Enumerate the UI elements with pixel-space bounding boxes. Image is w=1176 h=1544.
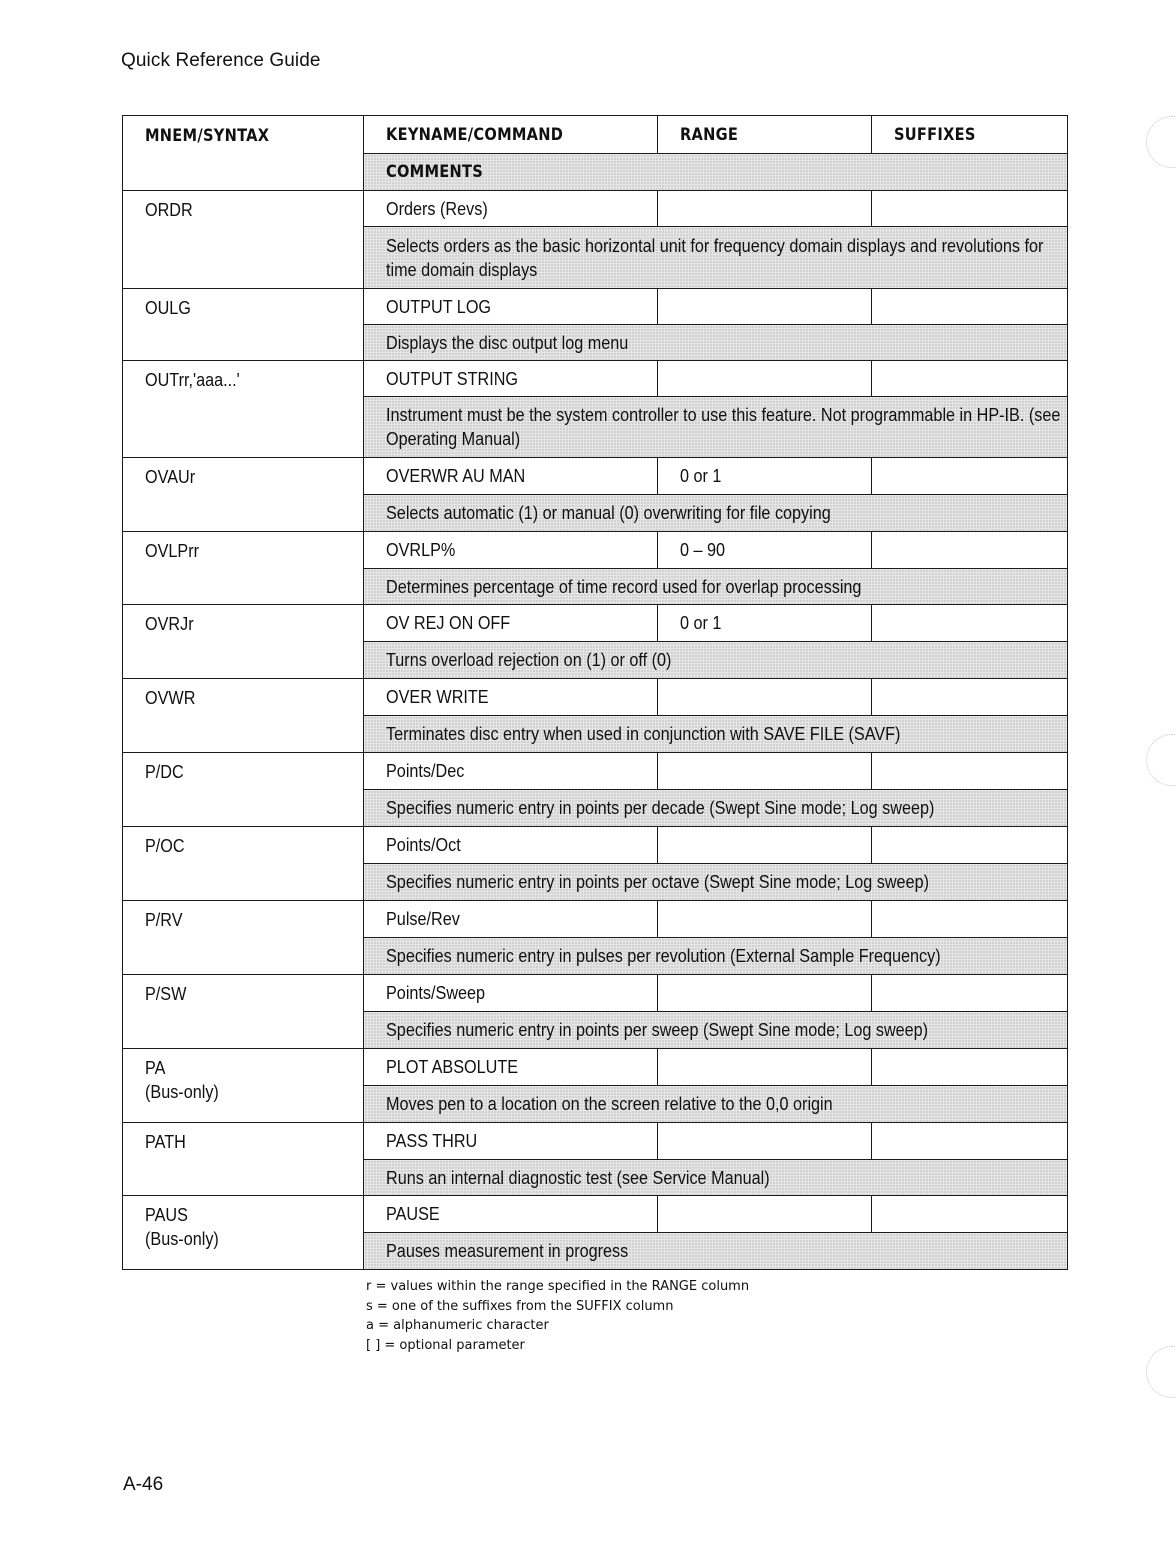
comment-cell — [364, 642, 1068, 679]
range-cell — [658, 679, 872, 716]
keyname-cell — [364, 361, 658, 397]
keyname-text: OUTPUT STRING — [386, 368, 519, 389]
keyname-text: PAUSE — [386, 1204, 440, 1224]
comment-text: Specifies numeric entry in points per decade (Swept Sine mode; Log sweep) — [386, 798, 935, 818]
mnem-note: (Bus-only) — [145, 1082, 219, 1102]
table-row — [123, 191, 1068, 227]
range-cell — [658, 289, 872, 325]
comment-text: Terminates disc entry when used in conjunction with SAVE FILE (SAVF) — [386, 724, 901, 744]
page-number: A-46 — [123, 1474, 164, 1495]
keyname-cell — [364, 753, 658, 790]
mnem-cell — [123, 1123, 364, 1196]
comment-cell — [364, 569, 1068, 605]
mnem-syntax: OVLPrr — [145, 541, 200, 561]
mnem-syntax: ORDR — [145, 200, 193, 220]
mnem-syntax: OVAUr — [145, 467, 196, 487]
quick-reference-table — [122, 115, 1068, 1270]
range-text: 0 or 1 — [680, 466, 722, 486]
suffixes-cell — [872, 753, 1068, 790]
mnem-cell — [123, 827, 364, 901]
punch-hole-top — [1146, 116, 1176, 168]
keyname-cell — [364, 191, 658, 227]
comment-cell — [364, 1233, 1068, 1270]
comment-cell — [364, 716, 1068, 753]
comment-cell — [364, 864, 1068, 901]
suffixes-cell — [872, 1196, 1068, 1233]
comment-cell — [364, 227, 1068, 289]
comment-text: Selects orders as the basic horizontal unit for frequency domain displays and revolutions for time domain displays — [386, 235, 1044, 280]
punch-hole-middle — [1146, 734, 1176, 786]
mnem-syntax: OVRJr — [145, 614, 194, 634]
mnem-cell — [123, 361, 364, 458]
table-row — [123, 605, 1068, 642]
keyname-text: Orders (Revs) — [386, 198, 488, 219]
suffixes-cell — [872, 827, 1068, 864]
keyname-text: PASS THRU — [386, 1131, 478, 1151]
range-cell — [658, 901, 872, 938]
legend-item: r = values within the range specified in the RANGE column — [366, 1279, 750, 1294]
keyname-cell — [364, 1196, 658, 1233]
mnem-syntax: PATH — [145, 1132, 186, 1152]
keyname-text: PLOT ABSOLUTE — [386, 1057, 519, 1077]
range-cell — [658, 1049, 872, 1086]
keyname-cell — [364, 1123, 658, 1160]
comment-cell — [364, 1086, 1068, 1123]
range-cell — [658, 1196, 872, 1233]
keyname-cell — [364, 605, 658, 642]
keyname-cell — [364, 458, 658, 495]
keyname-cell — [364, 679, 658, 716]
comment-cell — [364, 397, 1068, 458]
keyname-cell — [364, 827, 658, 864]
comment-cell — [364, 495, 1068, 532]
mnem-cell — [123, 458, 364, 532]
keyname-text: Points/Sweep — [386, 983, 486, 1003]
legend — [366, 1277, 749, 1355]
keyname-text: OVER WRITE — [386, 687, 489, 707]
mnem-cell — [123, 679, 364, 753]
comment-text: Runs an internal diagnostic test (see Service Manual) — [386, 1167, 770, 1188]
suffixes-cell — [872, 605, 1068, 642]
mnem-syntax: PAUS — [145, 1205, 188, 1225]
suffixes-cell — [872, 975, 1068, 1012]
range-cell — [658, 975, 872, 1012]
column-header-range: RANGE — [658, 116, 872, 154]
comment-cell — [364, 938, 1068, 975]
column-header-comments: COMMENTS — [364, 154, 1068, 191]
comment-cell — [364, 1012, 1068, 1049]
comment-text: Specifies numeric entry in pulses per revolution (External Sample Frequency) — [386, 946, 941, 966]
mnem-cell — [123, 753, 364, 827]
range-cell — [658, 532, 872, 569]
keyname-text: OVERWR AU MAN — [386, 466, 526, 486]
mnem-cell — [123, 289, 364, 361]
keyname-text: Pulse/Rev — [386, 909, 460, 929]
keyname-cell — [364, 532, 658, 569]
table-row — [123, 975, 1068, 1012]
comment-text: Specifies numeric entry in points per octave (Swept Sine mode; Log sweep) — [386, 872, 929, 892]
range-cell — [658, 827, 872, 864]
suffixes-cell — [872, 289, 1068, 325]
comment-text: Displays the disc output log menu — [386, 332, 629, 353]
table-header-row — [123, 116, 1068, 154]
punch-hole-bottom — [1146, 1346, 1176, 1398]
comment-cell — [364, 1160, 1068, 1196]
table-row — [123, 753, 1068, 790]
suffixes-cell — [872, 901, 1068, 938]
table-row — [123, 827, 1068, 864]
mnem-syntax: P/DC — [145, 762, 184, 782]
keyname-text: OUTPUT LOG — [386, 296, 492, 317]
keyname-cell — [364, 289, 658, 325]
comment-cell — [364, 325, 1068, 361]
mnem-syntax: PA — [145, 1058, 166, 1078]
suffixes-cell — [872, 361, 1068, 397]
suffixes-cell — [872, 679, 1068, 716]
keyname-cell — [364, 901, 658, 938]
legend-item: [ ] = optional parameter — [366, 1337, 525, 1353]
keyname-text: OVRLP% — [386, 540, 456, 560]
column-header-keyname: KEYNAME/COMMAND — [364, 116, 658, 154]
mnem-syntax: OULG — [145, 298, 191, 318]
range-cell — [658, 1123, 872, 1160]
suffixes-cell — [872, 458, 1068, 495]
table-row — [123, 289, 1068, 325]
range-text: 0 – 90 — [680, 540, 726, 560]
mnem-syntax: P/OC — [145, 836, 185, 856]
suffixes-cell — [872, 1049, 1068, 1086]
range-text: 0 or 1 — [680, 613, 722, 633]
keyname-cell — [364, 975, 658, 1012]
range-cell — [658, 458, 872, 495]
column-header-suffixes: SUFFIXES — [872, 116, 1068, 154]
mnem-syntax: OVWR — [145, 688, 196, 708]
mnem-note: (Bus-only) — [145, 1229, 219, 1249]
comment-text: Turns overload rejection on (1) or off (0) — [386, 650, 672, 670]
mnem-cell — [123, 975, 364, 1049]
comment-text: Specifies numeric entry in points per sweep (Swept Sine mode; Log sweep) — [386, 1020, 929, 1040]
mnem-cell — [123, 1049, 364, 1123]
comment-text: Selects automatic (1) or manual (0) overwriting for file copying — [386, 503, 831, 523]
mnem-cell — [123, 901, 364, 975]
mnem-syntax: P/SW — [145, 984, 187, 1004]
mnem-cell — [123, 191, 364, 289]
legend-item: s = one of the suffixes from the SUFFIX column — [366, 1298, 674, 1314]
suffixes-cell — [872, 1123, 1068, 1160]
range-cell — [658, 605, 872, 642]
table-row — [123, 458, 1068, 495]
range-cell — [658, 191, 872, 227]
table-body — [123, 191, 1068, 1270]
range-cell — [658, 753, 872, 790]
table-row — [123, 901, 1068, 938]
comment-text: Pauses measurement in progress — [386, 1241, 629, 1261]
comment-text: Instrument must be the system controller to use this feature. Not programmable in HP-IB. (see Operating Manual) — [386, 405, 1061, 449]
suffixes-cell — [872, 191, 1068, 227]
comment-cell — [364, 790, 1068, 827]
keyname-cell — [364, 1049, 658, 1086]
table-row — [123, 679, 1068, 716]
mnem-cell — [123, 605, 364, 679]
range-cell — [658, 361, 872, 397]
mnem-cell — [123, 532, 364, 605]
column-header-mnem: MNEM/SYNTAX — [123, 116, 364, 191]
suffixes-cell — [872, 532, 1068, 569]
comment-text: Moves pen to a location on the screen relative to the 0,0 origin — [386, 1094, 833, 1114]
legend-item: a = alphanumeric character — [366, 1318, 549, 1333]
table-row — [123, 1123, 1068, 1160]
mnem-syntax: P/RV — [145, 910, 183, 930]
mnem-cell — [123, 1196, 364, 1270]
table-row — [123, 361, 1068, 397]
mnem-syntax: OUTrr,'aaa...' — [145, 370, 240, 390]
keyname-text: Points/Dec — [386, 761, 465, 781]
keyname-text: Points/Oct — [386, 835, 461, 855]
table-row — [123, 1196, 1068, 1233]
comment-text: Determines percentage of time record used for overlap processing — [386, 576, 862, 597]
page-header: Quick Reference Guide — [121, 50, 321, 71]
keyname-text: OV REJ ON OFF — [386, 613, 511, 633]
table-row — [123, 532, 1068, 569]
table-row — [123, 1049, 1068, 1086]
